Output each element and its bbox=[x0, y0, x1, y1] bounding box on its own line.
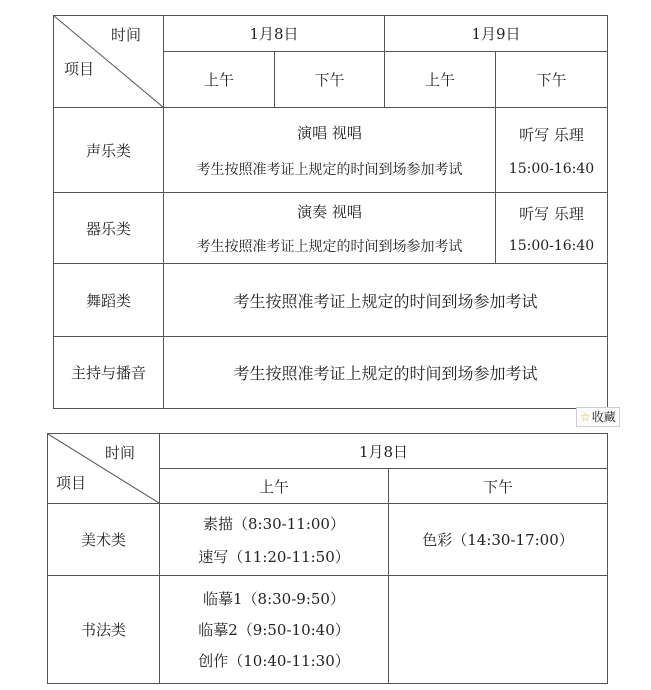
exam-session bbox=[389, 576, 608, 684]
exam-cell bbox=[160, 576, 389, 684]
row-name: 书法类 bbox=[48, 576, 160, 684]
exam-session: 色彩（14:30-17:00） bbox=[389, 504, 608, 576]
schedule-table-art-calligraphy bbox=[47, 433, 608, 684]
exam-note: 考生按照准考证上规定的时间到场参加考试 bbox=[196, 161, 463, 178]
exam-cell bbox=[496, 108, 608, 193]
period-header: 上午 bbox=[160, 469, 389, 504]
corner-header-cell bbox=[54, 16, 164, 108]
period-header: 下午 bbox=[275, 52, 385, 108]
corner-time-label: 时间 bbox=[104, 444, 135, 462]
star-icon: ☆ bbox=[580, 410, 591, 424]
exam-subjects: 听写 乐理 bbox=[519, 204, 584, 223]
row-name: 主持与播音 bbox=[54, 337, 164, 409]
exam-subjects: 演唱 视唱 bbox=[297, 123, 362, 142]
schedule-table-music-dance bbox=[53, 15, 608, 409]
favorite-button[interactable] bbox=[576, 407, 620, 427]
exam-session: 素描（8:30-11:00） bbox=[203, 514, 345, 533]
period-header: 下午 bbox=[389, 469, 608, 504]
exam-subjects: 演奏 视唱 bbox=[297, 202, 362, 221]
period-header: 下午 bbox=[496, 52, 608, 108]
row-name: 美术类 bbox=[48, 504, 160, 576]
corner-header-cell bbox=[48, 434, 160, 504]
corner-item-label: 项目 bbox=[64, 60, 95, 78]
exam-subjects: 听写 乐理 bbox=[519, 125, 584, 144]
corner-time-label: 时间 bbox=[110, 26, 141, 44]
day-header: 1月8日 bbox=[164, 16, 385, 52]
exam-session: 临摹1（8:30-9:50） bbox=[203, 590, 345, 608]
exam-session: 临摹2（9:50-10:40） bbox=[198, 621, 350, 639]
exam-cell bbox=[164, 193, 496, 264]
exam-note: 考生按照准考证上规定的时间到场参加考试 bbox=[164, 264, 608, 337]
exam-cell bbox=[496, 193, 608, 264]
period-header: 上午 bbox=[385, 52, 496, 108]
row-name: 器乐类 bbox=[54, 193, 164, 264]
row-name: 舞蹈类 bbox=[54, 264, 164, 337]
exam-cell bbox=[160, 504, 389, 576]
exam-session: 速写（11:20-11:50） bbox=[198, 547, 350, 566]
favorite-label: 收藏 bbox=[591, 410, 616, 424]
day-header: 1月8日 bbox=[160, 434, 608, 469]
period-header: 上午 bbox=[164, 52, 275, 108]
day-header: 1月9日 bbox=[385, 16, 608, 52]
row-name: 声乐类 bbox=[54, 108, 164, 193]
exam-note: 考生按照准考证上规定的时间到场参加考试 bbox=[196, 238, 463, 255]
exam-time: 15:00-16:40 bbox=[508, 237, 595, 254]
corner-item-label: 项目 bbox=[56, 474, 87, 492]
exam-session: 创作（10:40-11:30） bbox=[198, 652, 350, 670]
exam-cell bbox=[164, 108, 496, 193]
exam-note: 考生按照准考证上规定的时间到场参加考试 bbox=[164, 337, 608, 409]
exam-time: 15:00-16:40 bbox=[508, 160, 595, 177]
